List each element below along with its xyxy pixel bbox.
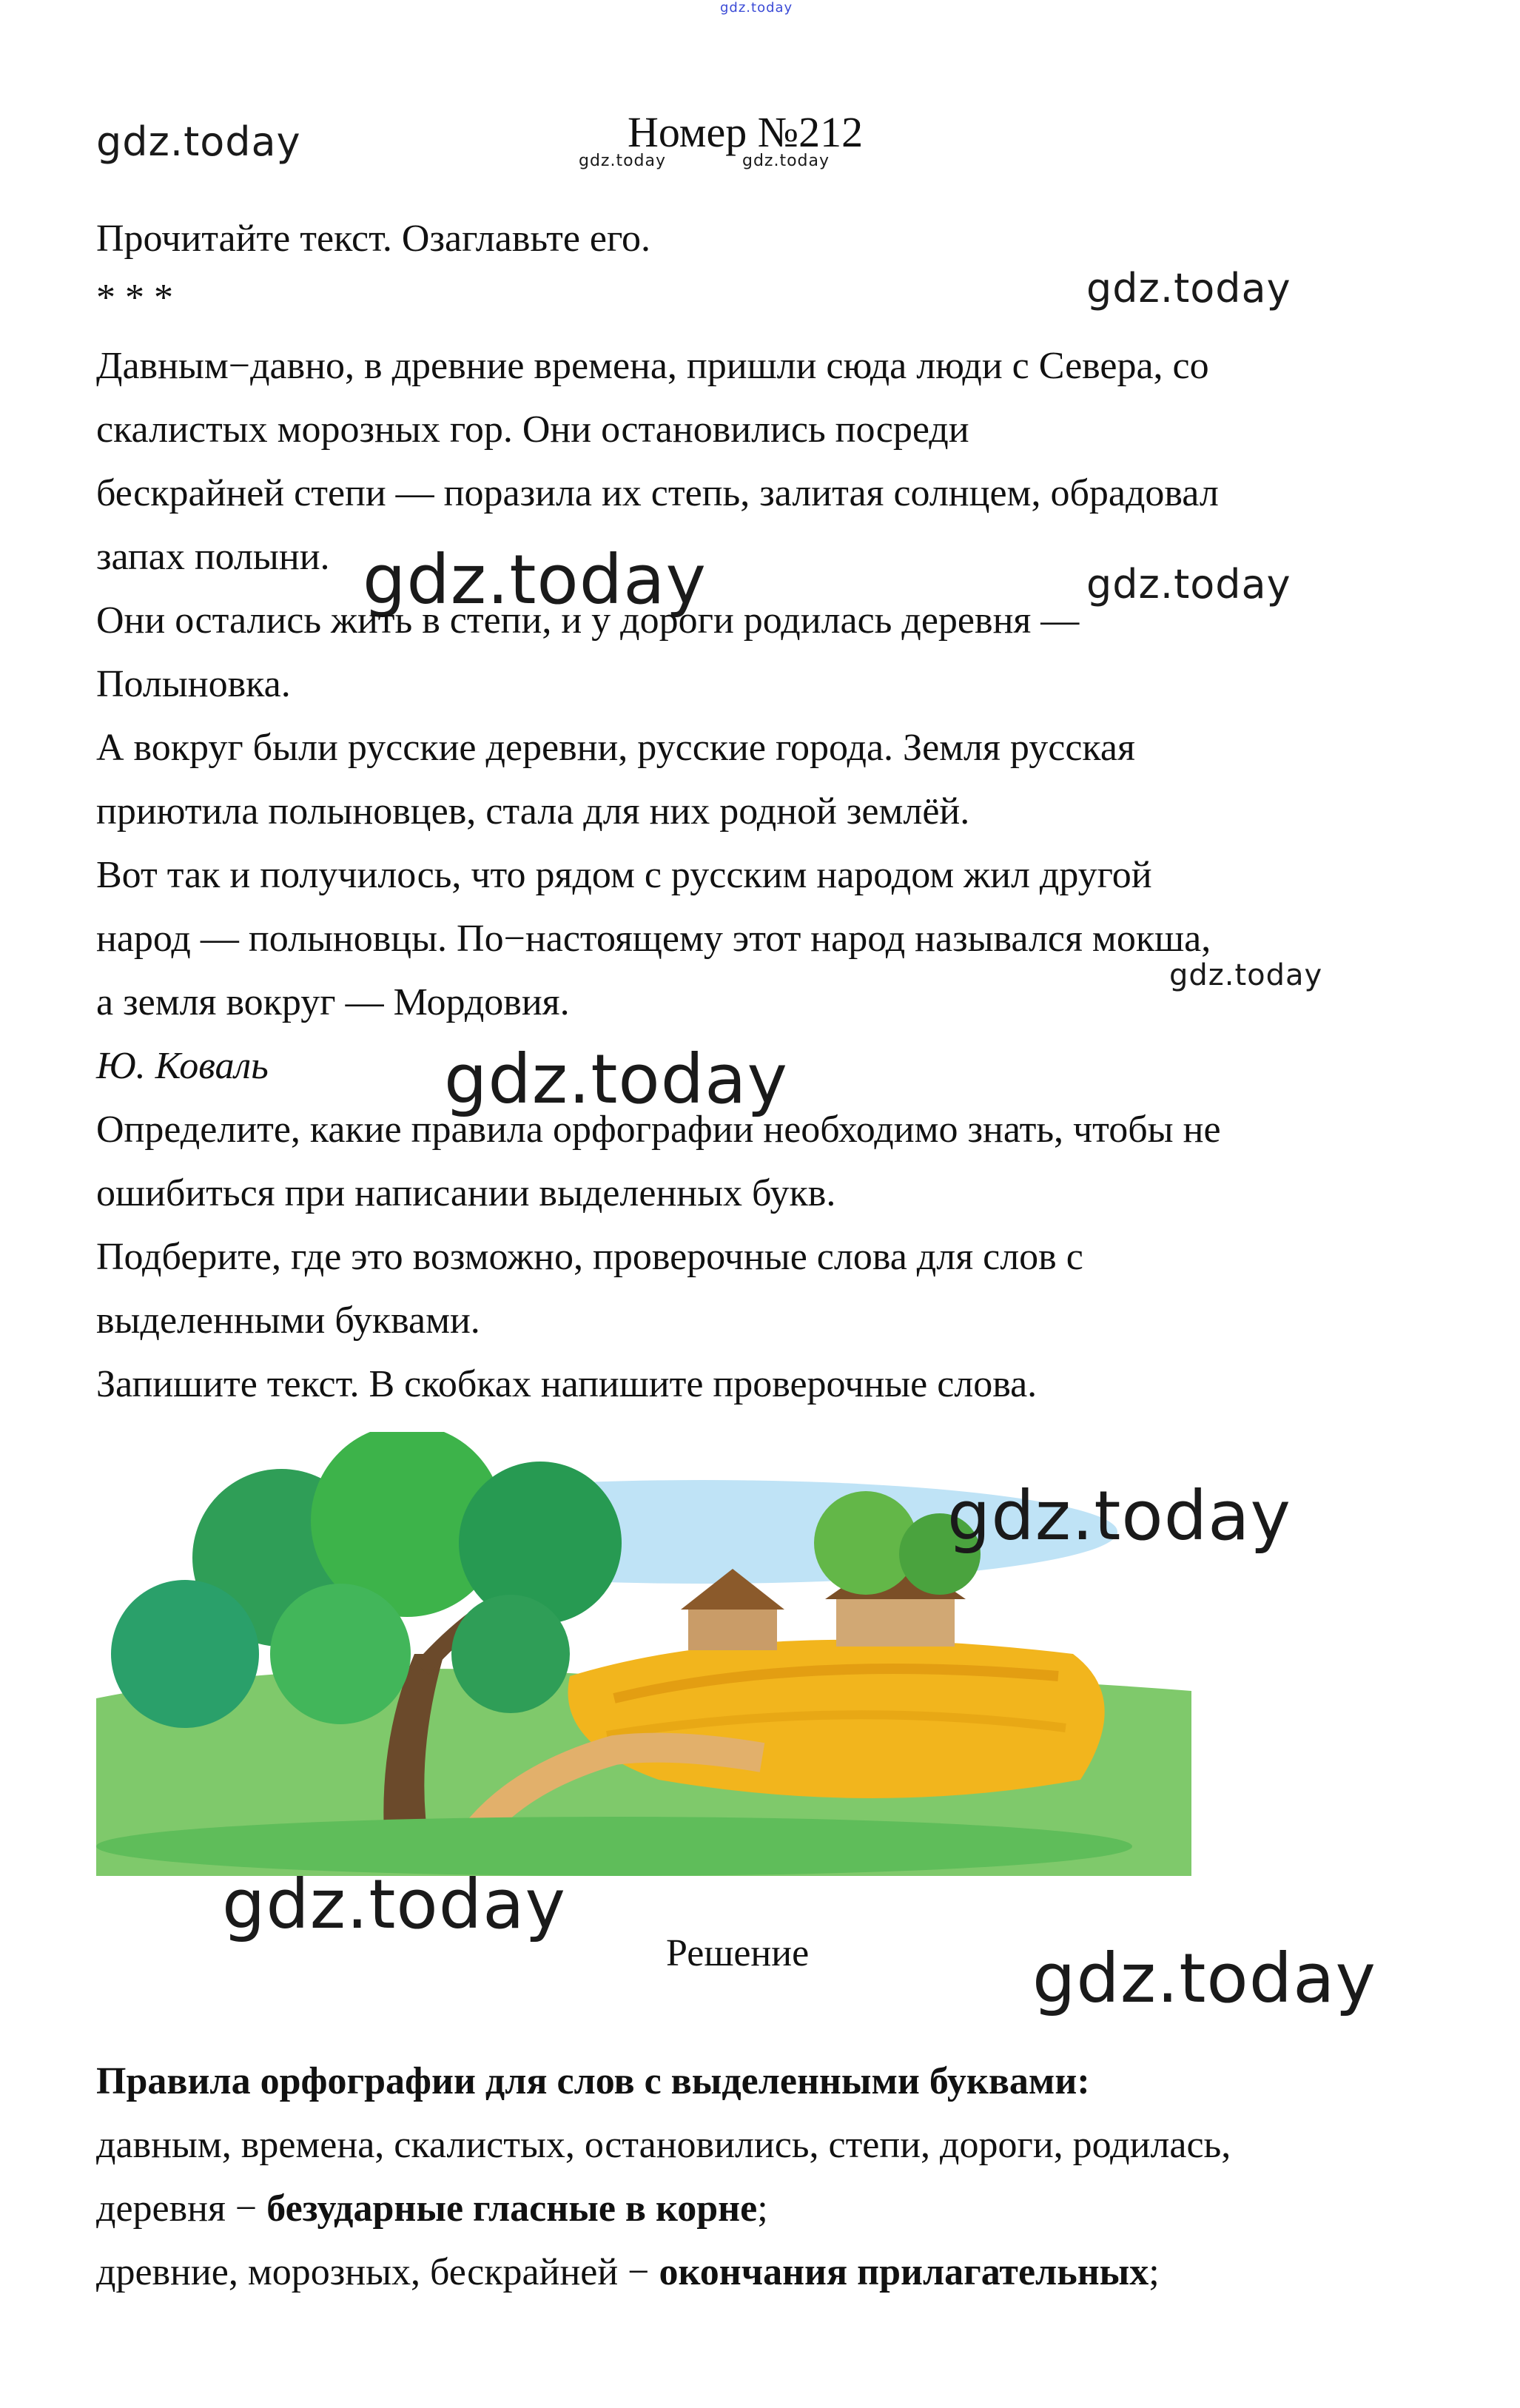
watermark: gdz.today: [222, 1865, 566, 1944]
top-watermark: gdz.today: [720, 0, 793, 16]
question-line: выделенными буквами.: [96, 1299, 480, 1342]
punctuation: ;: [757, 2187, 768, 2230]
text-line: скалистых морозных гор. Они остановились посреди: [96, 408, 969, 451]
watermark: gdz.today: [1169, 958, 1323, 992]
question-line: Подберите, где это возможно, проверочные слова для слов с: [96, 1236, 1083, 1278]
text-line: А вокруг были русские деревни, русские города. Земля русская: [96, 727, 1135, 769]
text-line: запах полыни.: [96, 536, 330, 578]
watermark: gdz.today: [363, 540, 707, 619]
watermark: gdz.today: [579, 152, 667, 170]
solution-line: [96, 2177, 768, 2241]
text-line: приютила полыновцев, стала для них родной землёй.: [96, 790, 970, 833]
question-line: Определите, какие правила орфографии необходимо знать, чтобы не: [96, 1109, 1221, 1151]
watermark: gdz.today: [96, 118, 301, 165]
rule-name: окончания прилагательных: [659, 2251, 1149, 2293]
text-line: Полыновка.: [96, 663, 291, 705]
watermark: gdz.today: [444, 1040, 788, 1119]
watermark: gdz.today: [1032, 1939, 1376, 2018]
solution-words: древние, морозных, бескрайней −: [96, 2251, 659, 2293]
task-intro: Прочитайте текст. Озаглавьте его.: [96, 218, 651, 260]
page-title: Номер №212: [628, 108, 864, 156]
watermark: gdz.today: [742, 152, 830, 170]
watermark: gdz.today: [1086, 265, 1291, 312]
author: Ю. Коваль: [96, 1045, 269, 1087]
solution-line: [96, 2241, 1160, 2304]
stars-separator: * * *: [96, 277, 173, 319]
watermark: gdz.today: [947, 1476, 1291, 1556]
text-line: Они остались жить в степи, и у дороги родилась деревня —: [96, 599, 1080, 642]
text-line: бескрайней степи — поразила их степь, залитая солнцем, обрадовал: [96, 472, 1219, 514]
text-line: Вот так и получилось, что рядом с русским народом жил другой: [96, 854, 1152, 896]
question-line: Запишите текст. В скобках напишите проверочные слова.: [96, 1363, 1038, 1405]
text-line: а земля вокруг — Мордовия.: [96, 981, 570, 1023]
solution-label: Решение: [666, 1932, 810, 1974]
question-line: ошибиться при написании выделенных букв.: [96, 1172, 836, 1214]
punctuation: ;: [1149, 2251, 1160, 2293]
solution-words: деревня −: [96, 2187, 267, 2230]
solution-line: давным, времена, скалистых, остановились, степи, дороги, родилась,: [96, 2124, 1231, 2166]
text-line: Давным−давно, в древние времена, пришли сюда люди с Севера, со: [96, 345, 1209, 387]
text-line: народ — полыновцы. По−настоящему этот народ назывался мокша,: [96, 918, 1211, 960]
solution-heading: Правила орфографии для слов с выделенными буквами:: [96, 2060, 1090, 2102]
watermark: gdz.today: [1086, 561, 1291, 608]
rule-name: безударные гласные в корне: [266, 2187, 758, 2230]
